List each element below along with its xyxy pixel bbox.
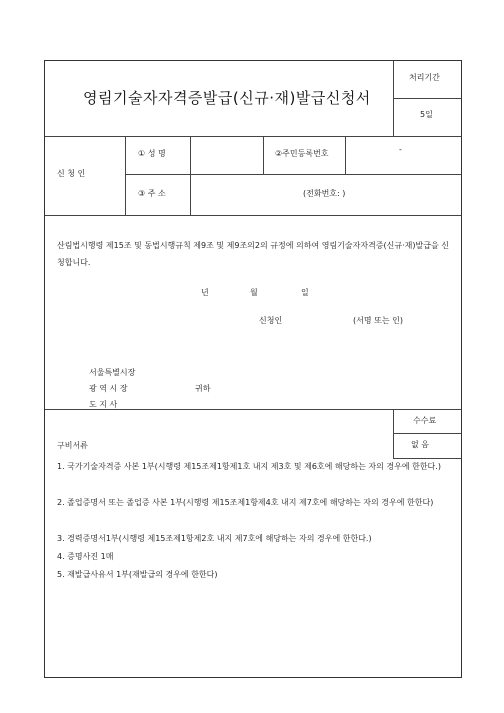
fee-value: 없 음 xyxy=(411,440,429,449)
title-bottom-rule xyxy=(45,136,461,137)
fee-label: 수수료 xyxy=(413,416,437,425)
processing-period-label: 처리기간 xyxy=(409,73,440,82)
name-label-divider xyxy=(190,136,191,215)
fee-rule xyxy=(393,433,461,434)
documents-title: 구비서류 xyxy=(57,441,88,450)
recipient-line-1: 서울특별시장 xyxy=(89,368,136,377)
application-statement: 산림법시행령 제15조 및 동법시행규칙 제9조 및 제9조의2의 규정에 의하여 영림기술자자격증(신규·재)발급을 신청합니다. xyxy=(57,241,449,267)
applicant-bottom-rule xyxy=(45,215,461,216)
signer-label: 신청인 xyxy=(259,316,283,325)
id-number-value[interactable]: - xyxy=(399,145,402,154)
processing-period-value: 5일 xyxy=(420,110,433,119)
id-number-value-divider xyxy=(345,136,346,174)
form-title: 영림기술자자격증발급(신규·재)발급신청서 xyxy=(83,89,371,107)
applicant-divider xyxy=(125,136,126,215)
date-month: 월 xyxy=(250,288,258,297)
id-number-divider xyxy=(263,136,264,174)
document-item: 4. 증명사진 1매 xyxy=(57,552,114,561)
statement-bottom-rule xyxy=(45,409,461,410)
applicant-middle-rule xyxy=(125,174,461,175)
date-year: 년 xyxy=(201,288,209,297)
id-number-label: ②주민등록번호 xyxy=(275,149,329,158)
name-label: ① 성 명 xyxy=(138,149,166,158)
document-item: 3. 경력증명서1부(시행령 제15조제1항제2호 내지 제7호에 해당하는 자의 경우에 한한다.) xyxy=(57,534,372,543)
phone-label: (전화번호: ) xyxy=(303,189,346,198)
document-item: 5. 재발급사유서 1부(재발급의 경우에 한한다) xyxy=(57,570,218,579)
recipient-line-3: 도 지 사 xyxy=(89,400,118,409)
date-day: 일 xyxy=(301,288,309,297)
application-form xyxy=(44,60,462,678)
recipient-suffix: 귀하 xyxy=(195,384,211,393)
applicant-label: 신 청 인 xyxy=(57,169,86,178)
document-item: 1. 국가기술자격증 사본 1부(시행령 제15조제1항제1호 내지 제3호 및 제6호에 해당하는 자의 경우에 한한다.) xyxy=(57,462,441,471)
signature-label: (서명 또는 인) xyxy=(353,316,403,325)
document-item: 2. 졸업증명서 또는 졸업증 사본 1부(시행령 제15조제1항제4호 내지 제7호에 해당하는 자의 경우에 한한다) xyxy=(57,498,434,507)
processing-period-rule xyxy=(393,98,461,99)
address-label: ③ 주 소 xyxy=(138,189,166,198)
recipient-line-2: 광 역 시 장 xyxy=(89,384,128,393)
